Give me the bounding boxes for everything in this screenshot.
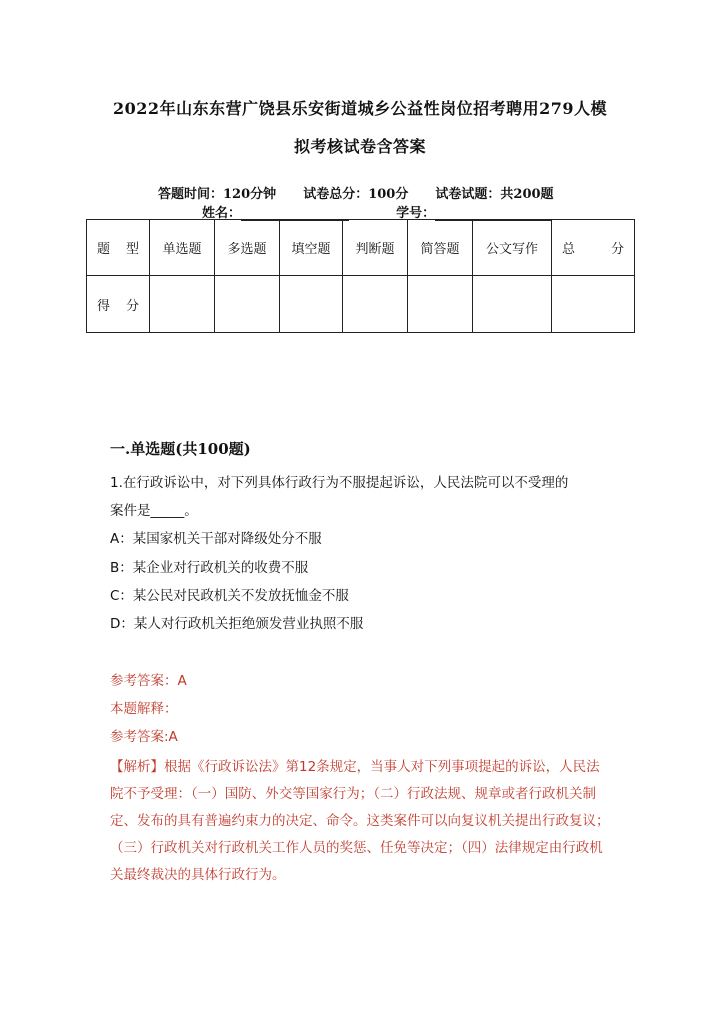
score-cell[interactable] [280, 276, 343, 333]
score-table-header-row [87, 220, 635, 276]
analysis-label: 本题解释： [110, 701, 178, 717]
score-cell[interactable] [473, 276, 552, 333]
score-cell[interactable] [215, 276, 280, 333]
header-cell: 多选题 [215, 220, 280, 276]
score-cell[interactable] [408, 276, 473, 333]
header-type-char-2: 型 [125, 242, 139, 257]
header-cell-total [552, 220, 635, 276]
score-table [86, 219, 635, 333]
title-line-2: 拟考核试卷含答案 [293, 137, 426, 156]
exam-time: 答题时间：120分钟 [158, 187, 277, 202]
header-cell: 单选题 [150, 220, 215, 276]
title-line-1: 2022年山东东营广饶县乐安街道城乡公益性岗位招考聘用279人模 [113, 99, 607, 118]
score-table-score-row [87, 276, 635, 333]
header-cell: 判断题 [343, 220, 408, 276]
header-cell: 填空题 [280, 220, 343, 276]
section-title: 一.单选题(共100题) [110, 440, 251, 458]
header-total-char-2: 分 [610, 242, 624, 257]
score-cell[interactable] [150, 276, 215, 333]
header-cell: 公文写作 [473, 220, 552, 276]
option-d: D：某人对行政机关拒绝颁发营业执照不服 [110, 616, 364, 632]
name-label: 姓名： [202, 206, 242, 221]
score-cell[interactable] [343, 276, 408, 333]
question-stem-line-1: 1.在行政诉讼中，对下列具体行政行为不服提起诉讼，人民法院可以不受理的 [110, 475, 569, 491]
option-a: A：某国家机关干部对降级处分不服 [110, 531, 322, 547]
score-label-char-1: 得 [97, 298, 111, 314]
exam-info-row [158, 183, 554, 202]
header-total-char-1: 总 [562, 242, 576, 257]
exam-total-score: 试卷总分：100分 [303, 187, 409, 202]
header-cell: 简答题 [408, 220, 473, 276]
header-type-char-1: 题 [97, 242, 111, 257]
reference-answer: 参考答案：A [110, 673, 187, 689]
reference-answer-2: 参考答案:A [110, 729, 178, 745]
option-b: B：某企业对行政机关的收费不服 [110, 560, 309, 576]
score-label-char-2: 分 [125, 298, 139, 314]
score-row-label [87, 276, 150, 333]
option-c: C：某公民对民政机关不发放抚恤金不服 [110, 588, 349, 604]
explanation-text: 【解析】根据《行政诉讼法》第12条规定，当事人对下列事项提起的诉讼，人民法院不予受理：（一）国防、外交等国家行为；（二）行政法规、规章或者行政机关制定、发布的具有普遍约束力的决定、命令。这类案件可以向复议机关提出行政复议；（三）行政机关对行政机关工作人员的奖惩、任免等决定；（四）法律规定由行政机关最终裁决的具体行政行为。 [110, 759, 610, 883]
question-stem-line-2: 案件是_____。 [110, 503, 198, 519]
header-cell-type [87, 220, 150, 276]
exam-question-count: 试卷试题：共200题 [435, 187, 554, 202]
score-cell[interactable] [552, 276, 635, 333]
id-label: 学号： [396, 206, 436, 221]
